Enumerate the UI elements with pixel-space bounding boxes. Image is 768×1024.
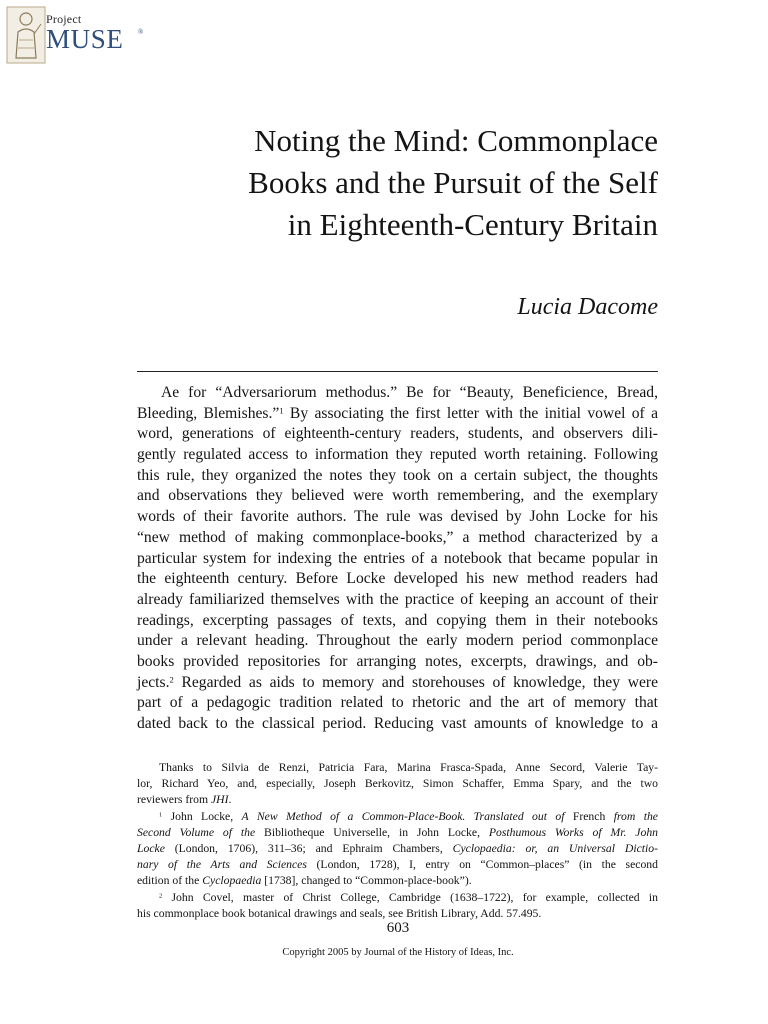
body-line: Ae for “Adversariorum methodus.” Be for “Beauty, Beneficience, Bread, [161,384,658,401]
logo-muse-text: MUSE [46,24,124,54]
footnote-line: $^1$ John Locke, A New Method of a Common-Place-Book. Translated out of French from the [159,809,658,823]
body-line: and observations they believed were worth remembering, and the exemplary [137,487,658,505]
page-number: 603 [386,920,410,936]
title-line: Noting the Mind: Commonplace [254,123,658,158]
body-line: readings, excerpting passages of texts, and copying them in their notebooks [137,611,658,629]
title-line: in Eighteenth-Century Britain [287,207,658,242]
footnote-line: Second Volume of the Bibliotheque Universelle, in John Locke, Posthumous Works of Mr. John [137,825,659,839]
footnote-line: edition of the Cyclopaedia [1738], changed to “Common-place-book”). [137,874,472,888]
project-muse-logo[interactable] [4,4,144,66]
body-line: part of a pedagogic tradition related to rhetoric and the art of memory that [137,694,658,712]
title-divider [137,371,658,372]
article-title [138,120,658,246]
logo-project-text: Project [46,12,82,26]
body-line: Bleeding, Blemishes.”$^1$ By associating the first letter with the initial vowel of a [137,404,658,422]
body-line: this rule, they organized the notes they took on a certain subject, the thoughts [137,466,658,484]
body-line: gently regulated access to information they reputed worth retaining. Following [137,446,658,464]
scribe-emblem-icon [6,6,46,64]
footnote-line: reviewers from JHI. [137,793,232,807]
body-line: under a relevant heading. Throughout the early modern period commonplace [137,632,658,650]
body-line: already familiarized themselves with the practice of keeping an account of their [137,590,658,608]
copyright-notice: Copyright 2005 by Journal of the History of Ideas, Inc. [282,947,514,958]
author-name: Lucia Dacome [517,294,658,320]
body-line: the eighteenth century. Before Locke developed his new method readers had [137,570,658,588]
logo-registered-mark: ® [138,28,144,36]
footnote-line: Thanks to Silvia de Renzi, Patricia Fara, Marina Frasca-Spada, Anne Secord, Valerie Tay- [159,761,658,774]
body-paragraph [137,383,658,735]
body-line: word, generations of eighteenth-century readers, students, and observers dili- [137,425,658,443]
body-line: words of their favorite authors. The rule was devised by John Locke for his [137,508,658,526]
footnotes [137,760,658,922]
title-line: Books and the Pursuit of the Self [248,165,658,200]
footnote-line: $^2$ John Covel, master of Christ College, Cambridge (1638–1722), for example, collected in [159,890,658,904]
footnote-line: Locke (London, 1706), 311–36; and Ephraim Chambers, Cyclopaedia: or, an Universal Dictio- [137,841,658,855]
footnote-line: nary of the Arts and Sciences (London, 1728), I, entry on “Common–places” (in the second [137,858,658,872]
body-line: “new method of making commonplace-books,” a method characterized by a [137,528,658,546]
body-line: books provided repositories for arranging notes, excerpts, drawings, and ob- [137,652,658,670]
footnote-line: lor, Richard Yeo, and, especially, Joseph Berkovitz, Simon Schaffer, Emma Spary, and the two [137,777,658,791]
body-line: dated back to the classical period. Reducing vast amounts of knowledge to a [137,715,658,732]
body-line: particular system for indexing the entries of a notebook that became popular in [137,549,658,567]
footnote-line: his commonplace book botanical drawings and seals, see British Library, Add. 57.495. [137,906,542,920]
body-line: jects.$^2$ Regarded as aids to memory and storehouses of knowledge, they were [137,673,658,691]
